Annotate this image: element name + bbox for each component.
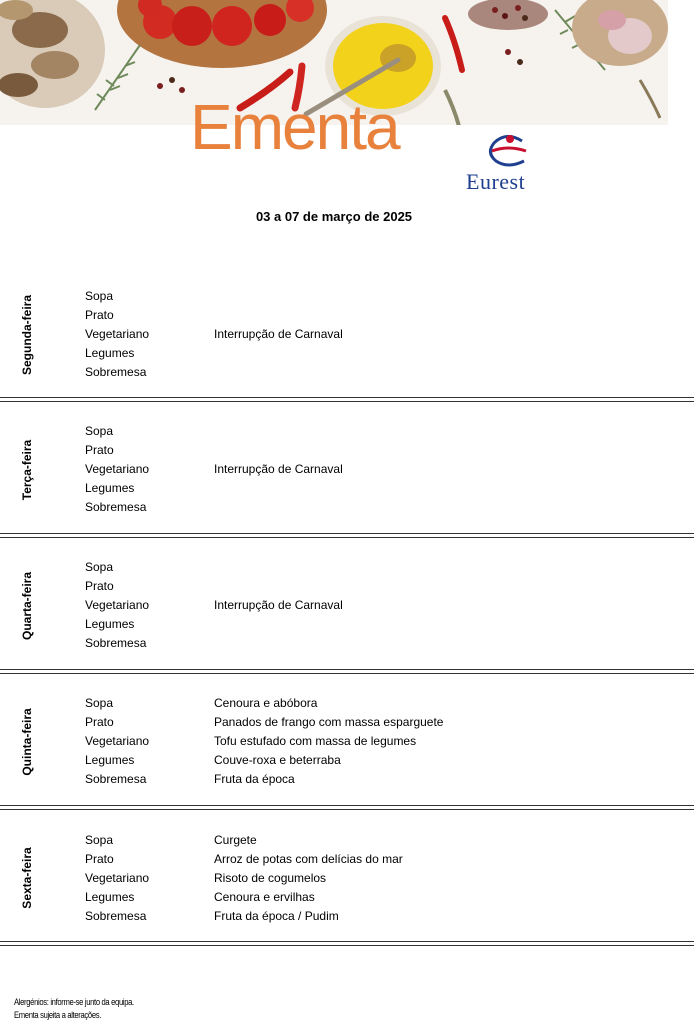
category-label: Prato xyxy=(85,308,114,322)
day-name: Segunda-feira xyxy=(20,294,34,376)
brand-name: Eurest xyxy=(466,169,526,194)
day-name: Terça-feira xyxy=(20,439,34,501)
category-label: Prato xyxy=(85,579,114,593)
category-label: Vegetariano xyxy=(85,734,150,748)
day-name: Quinta-feira xyxy=(20,708,34,776)
category-label: Vegetariano xyxy=(85,871,150,885)
category-label: Vegetariano xyxy=(85,598,150,612)
dish: Interrupção de Carnaval xyxy=(214,462,343,476)
category-label: Sopa xyxy=(85,833,114,847)
day-block-friday xyxy=(0,810,694,947)
category-label: Sobremesa xyxy=(85,909,147,923)
day-name: Quarta-feira xyxy=(20,571,34,641)
day-block-thursday xyxy=(0,674,694,811)
category-label: Sopa xyxy=(85,289,114,303)
dish: Couve-roxa e beterraba xyxy=(214,753,341,767)
day-block-tuesday xyxy=(0,402,694,539)
category-label: Prato xyxy=(85,852,114,866)
divider xyxy=(0,941,694,946)
category-label: Prato xyxy=(85,443,114,457)
dish: Curgete xyxy=(214,833,257,847)
dish: Fruta da época xyxy=(214,772,295,786)
day-block-monday xyxy=(0,267,694,404)
changes-note: Ementa sujeita a alterações. xyxy=(14,1010,102,1020)
allergen-note: Alergénios: informe-se junto da equipa. xyxy=(14,997,134,1007)
dish: Interrupção de Carnaval xyxy=(214,598,343,612)
footer-notes xyxy=(14,996,134,1022)
eurest-logo xyxy=(462,133,556,193)
category-label: Vegetariano xyxy=(85,327,150,341)
dish: Fruta da época / Pudim xyxy=(214,909,339,923)
category-label: Prato xyxy=(85,715,114,729)
date-range: 03 a 07 de março de 2025 xyxy=(255,209,413,224)
day-name: Sexta-feira xyxy=(20,847,34,909)
dish: Risoto de cogumelos xyxy=(214,871,327,885)
category-label: Sobremesa xyxy=(85,365,147,379)
dish: Cenoura e abóbora xyxy=(214,696,318,710)
category-label: Sopa xyxy=(85,696,114,710)
dish: Tofu estufado com massa de legumes xyxy=(214,734,417,748)
category-label: Sobremesa xyxy=(85,500,147,514)
dish: Interrupção de Carnaval xyxy=(214,327,343,341)
category-label: Sobremesa xyxy=(85,772,147,786)
dish: Arroz de potas com delícias do mar xyxy=(214,852,403,866)
category-label: Sopa xyxy=(85,560,114,574)
category-label: Legumes xyxy=(85,617,135,631)
category-label: Vegetariano xyxy=(85,462,150,476)
category-label: Legumes xyxy=(85,481,135,495)
day-block-wednesday xyxy=(0,538,694,675)
menu-title: Ementa xyxy=(190,91,399,163)
category-label: Sopa xyxy=(85,424,114,438)
category-label: Legumes xyxy=(85,346,135,360)
eurest-emblem-icon xyxy=(484,133,534,171)
dish: Cenoura e ervilhas xyxy=(214,890,315,904)
category-label: Sobremesa xyxy=(85,636,147,650)
dish: Panados de frango com massa esparguete xyxy=(214,715,444,729)
category-label: Legumes xyxy=(85,753,135,767)
category-label: Legumes xyxy=(85,890,135,904)
